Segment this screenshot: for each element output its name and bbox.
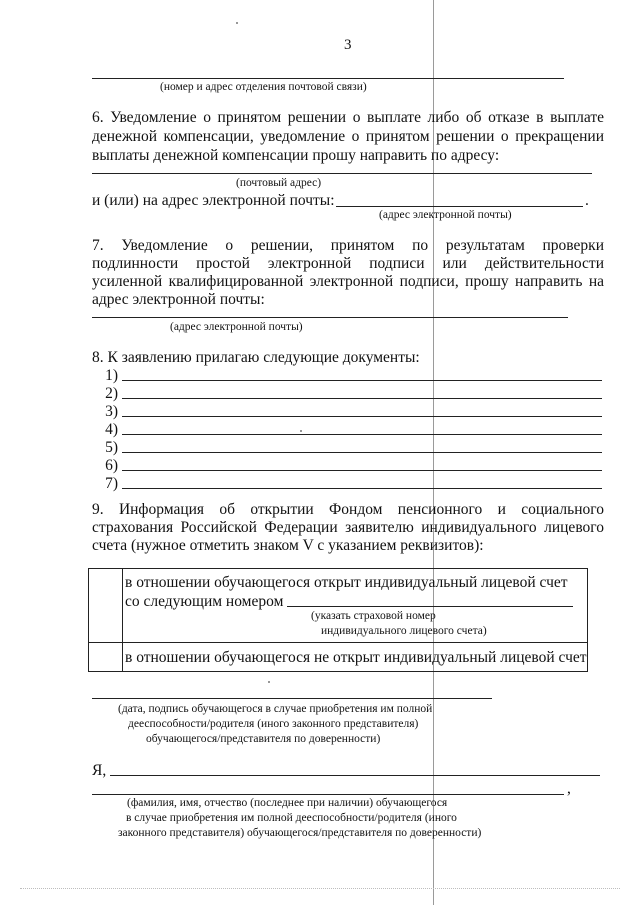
scan-speck <box>268 681 270 683</box>
declarant-name-line <box>110 775 600 776</box>
declarant-prefix: Я, <box>92 762 107 779</box>
declarant-comma: , <box>567 780 571 797</box>
declarant-caption-1: (фамилия, имя, отчество (последнее при наличии) обучающегося <box>127 797 448 809</box>
email-line-6 <box>336 206 583 207</box>
row1-text-2: со следующим номером <box>125 593 284 610</box>
snils-caption-2: индивидуального лицевого счета) <box>321 625 487 637</box>
list-item-number: 7) <box>105 475 118 492</box>
postal-office-line <box>92 78 564 79</box>
list-item-line <box>122 452 602 453</box>
postal-office-caption: (номер и адрес отделения почтовой связи) <box>160 81 367 93</box>
list-item-number: 4) <box>105 421 118 438</box>
declarant-caption-2: в случае приобретения им полной дееспособности/родителя (иного <box>126 812 457 824</box>
section9-line3: счета (нужное отметить знаком V с указанием реквизитов): <box>92 537 484 554</box>
list-item-number: 6) <box>105 457 118 474</box>
postal-address-caption: (почтовый адрес) <box>236 177 322 189</box>
snils-line <box>287 606 573 607</box>
list-item-line <box>122 380 602 381</box>
list-item-line <box>122 470 602 471</box>
table-divider <box>122 569 123 671</box>
list-item-number: 1) <box>105 367 118 384</box>
section7-line2: подлинности простой электронной подписи или действительности <box>92 255 604 272</box>
signature-caption-3: обучающегося/представителя по доверенности) <box>146 733 381 745</box>
list-item-line <box>122 398 602 399</box>
section7-line4: адрес электронной почты: <box>92 291 265 308</box>
row2-text: в отношении обучающегося не открыт индивидуальный лицевой счет <box>125 649 587 666</box>
section7-line3: усиленной квалифицированной электронной подписи, прошу направить на <box>92 273 604 290</box>
list-item-number: 5) <box>105 439 118 456</box>
declarant-caption-3: законного представителя) обучающегося/представителя по доверенности) <box>118 827 482 839</box>
list-item-line <box>122 416 602 417</box>
checkbox-cell-open[interactable] <box>89 569 122 642</box>
declarant-name-line-2 <box>92 794 564 795</box>
checkbox-cell-not-open[interactable] <box>89 643 122 671</box>
signature-caption-1: (дата, подпись обучающегося в случае приобретения им полной <box>118 703 433 715</box>
scan-speck <box>300 430 302 432</box>
section6-line1: 6. Уведомление о принятом решении о выплате либо об отказе в выплате <box>92 109 604 126</box>
email-suffix: . <box>585 192 589 209</box>
table-divider <box>89 642 587 643</box>
list-item-number: 2) <box>105 385 118 402</box>
section6-line3: выплаты денежной компенсации прошу направить по адресу: <box>92 147 500 164</box>
section9-line1: 9. Информация об открытии Фондом пенсионного и социального <box>92 501 604 518</box>
account-info-table <box>88 568 588 672</box>
list-item-number: 3) <box>105 403 118 420</box>
section8-heading: 8. К заявлению прилагаю следующие документы: <box>92 349 420 366</box>
row1-text: в отношении обучающегося открыт индивидуальный лицевой счет <box>125 574 568 591</box>
email-caption-7: (адрес электронной почты) <box>170 321 303 333</box>
postal-address-line <box>92 173 592 174</box>
scan-edge-dots <box>20 888 620 889</box>
section9-line2: страхования Российской Федерации заявителю индивидуального лицевого <box>92 519 604 536</box>
section7-line1: 7. Уведомление о решении, принятом по результатам проверки <box>92 237 604 254</box>
email-line-7 <box>92 317 568 318</box>
list-item-line <box>122 488 602 489</box>
snils-caption-1: (указать страховой номер <box>311 610 436 622</box>
email-prefix: и (или) на адрес электронной почты: <box>92 192 335 209</box>
page-number: 3 <box>344 37 352 53</box>
email-caption-6: (адрес электронной почты) <box>379 209 512 221</box>
scan-speck <box>236 22 238 24</box>
list-item-line <box>122 434 602 435</box>
section6-line2: денежной компенсации, уведомление о принятом решении о прекращении <box>92 128 604 145</box>
signature-caption-2: дееспособности/родителя (иного законного представителя) <box>128 718 419 730</box>
signature-line <box>92 698 492 699</box>
